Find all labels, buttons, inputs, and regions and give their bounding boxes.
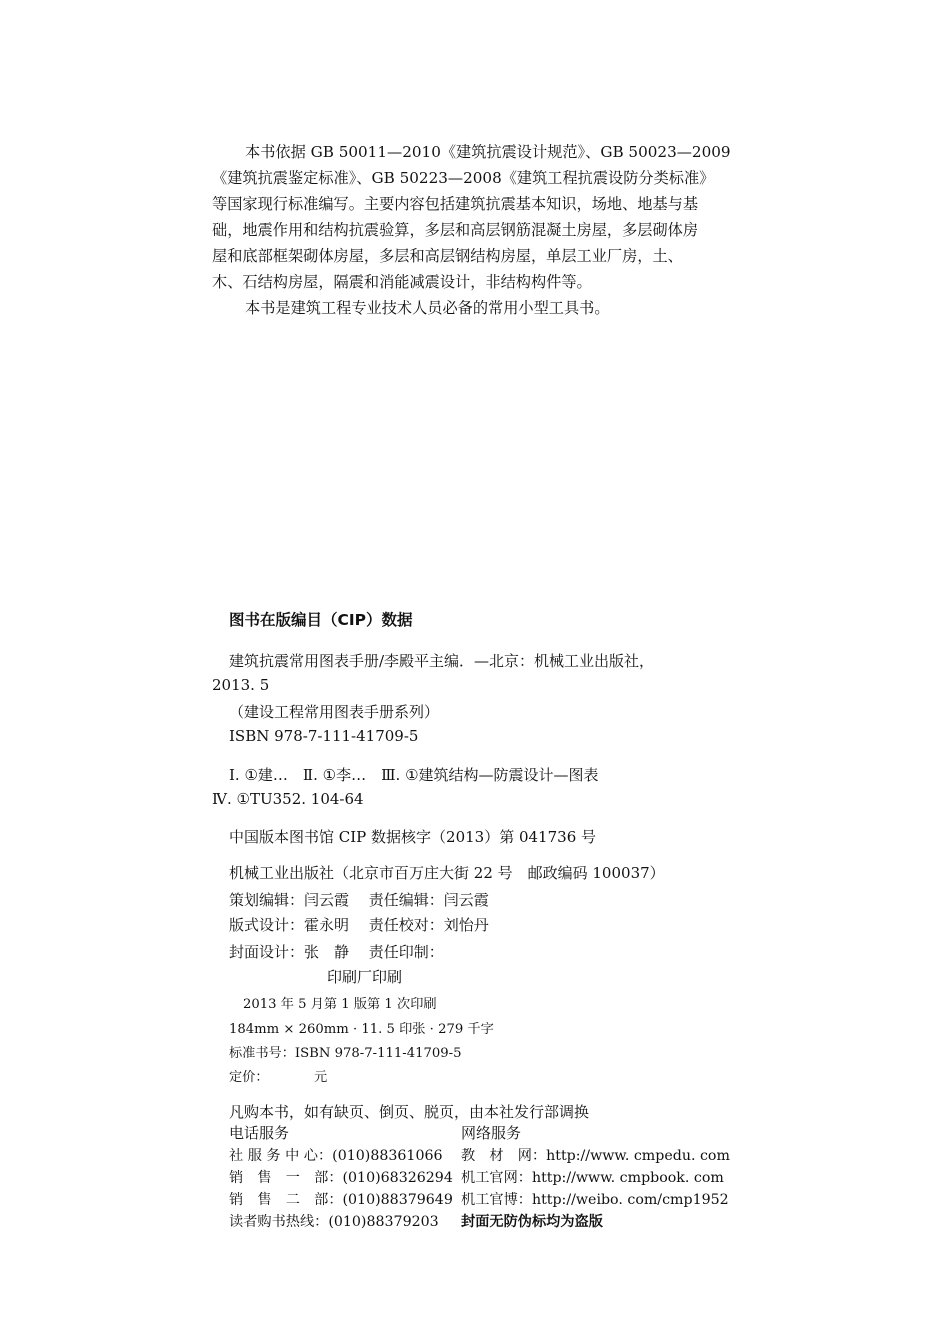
summary-line-5: 屋和底部框架砌体房屋，多层和高层钢结构房屋，单层工业厂房，土、: [212, 247, 683, 265]
publisher-editors: 策划编辑：闫云霞 责任编辑：闫云霞: [229, 891, 489, 909]
service-row-3-right: 机工官博：http://weibo. com/cmp1952: [461, 1192, 729, 1208]
publisher-std-no: 标准书号：ISBN 978-7-111-41709-5: [229, 1046, 462, 1061]
cip-subject-line-1: Ⅰ. ①建… Ⅱ. ①李… Ⅲ. ①建筑结构—防震设计—图表: [229, 766, 599, 784]
publisher-cover: 封面设计：张 静 责任印制：: [229, 943, 444, 961]
summary-line-6: 木、石结构房屋，隔震和消能减震设计，非结构构件等。: [212, 273, 592, 291]
service-row-4-label: 读者购书热线：(010)88379203: [229, 1214, 439, 1230]
service-row-1-label: 社 服 务 中 心：(010)88361066: [229, 1148, 443, 1164]
service-network-header: 网络服务: [461, 1124, 522, 1142]
summary-line-2: 《建筑抗震鉴定标准》、GB 50223—2008《建筑工程抗震设防分类标准》: [212, 169, 715, 187]
publisher-printer: 印刷厂印刷: [327, 968, 403, 986]
cip-verification: 中国版本图书馆 CIP 数据核字（2013）第 041736 号: [229, 828, 597, 846]
publisher-price-label: 定价：: [229, 1070, 269, 1085]
service-row-3-label: 销 售 二 部：(010)88379649: [229, 1192, 453, 1208]
publisher-design: 版式设计：霍永明 责任校对：刘怡丹: [229, 916, 489, 934]
service-notice: 凡购本书，如有缺页、倒页、脱页，由本社发行部调换: [229, 1103, 590, 1121]
service-row-2-label: 销 售 一 部：(010)68326294: [229, 1170, 453, 1186]
cip-subject-line-2: Ⅳ. ①TU352. 104-64: [212, 790, 364, 808]
summary-line-1: 本书依据 GB 50011—2010《建筑抗震设计规范》、GB 50023—2009: [245, 143, 731, 161]
summary-line-3: 等国家现行标准编写。主要内容包括建筑抗震基本知识，场地、地基与基: [212, 195, 698, 213]
cip-title: 图书在版编目（CIP）数据: [229, 611, 413, 629]
summary-line-7: 本书是建筑工程专业技术人员必备的常用小型工具书。: [245, 299, 610, 317]
service-row-2-right: 机工官网：http://www. cmpbook. com: [461, 1170, 724, 1186]
publisher-name-address: 机械工业出版社（北京市百万庄大街 22 号 邮政编码 100037）: [229, 864, 665, 882]
service-phone-header: 电话服务: [229, 1124, 290, 1142]
publisher-edition: 2013 年 5 月第 1 版第 1 次印刷: [243, 997, 437, 1012]
anti-counterfeit-notice: 封面无防伪标均为盗版: [461, 1214, 603, 1230]
cip-entry-line-1: 建筑抗震常用图表手册/李殿平主编．—北京：机械工业出版社，: [229, 652, 655, 670]
cip-entry-line-2: 2013. 5: [212, 676, 270, 694]
cip-series: （建设工程常用图表手册系列）: [229, 703, 440, 721]
service-row-1-right: 教 材 网：http://www. cmpedu. com: [461, 1148, 730, 1164]
publisher-format: 184mm × 260mm · 11. 5 印张 · 279 千字: [229, 1022, 494, 1037]
cip-isbn: ISBN 978-7-111-41709-5: [229, 727, 419, 745]
summary-line-4: 础，地震作用和结构抗震验算，多层和高层钢筋混凝土房屋，多层砌体房: [212, 221, 698, 239]
publisher-price-unit: 元: [314, 1070, 328, 1085]
